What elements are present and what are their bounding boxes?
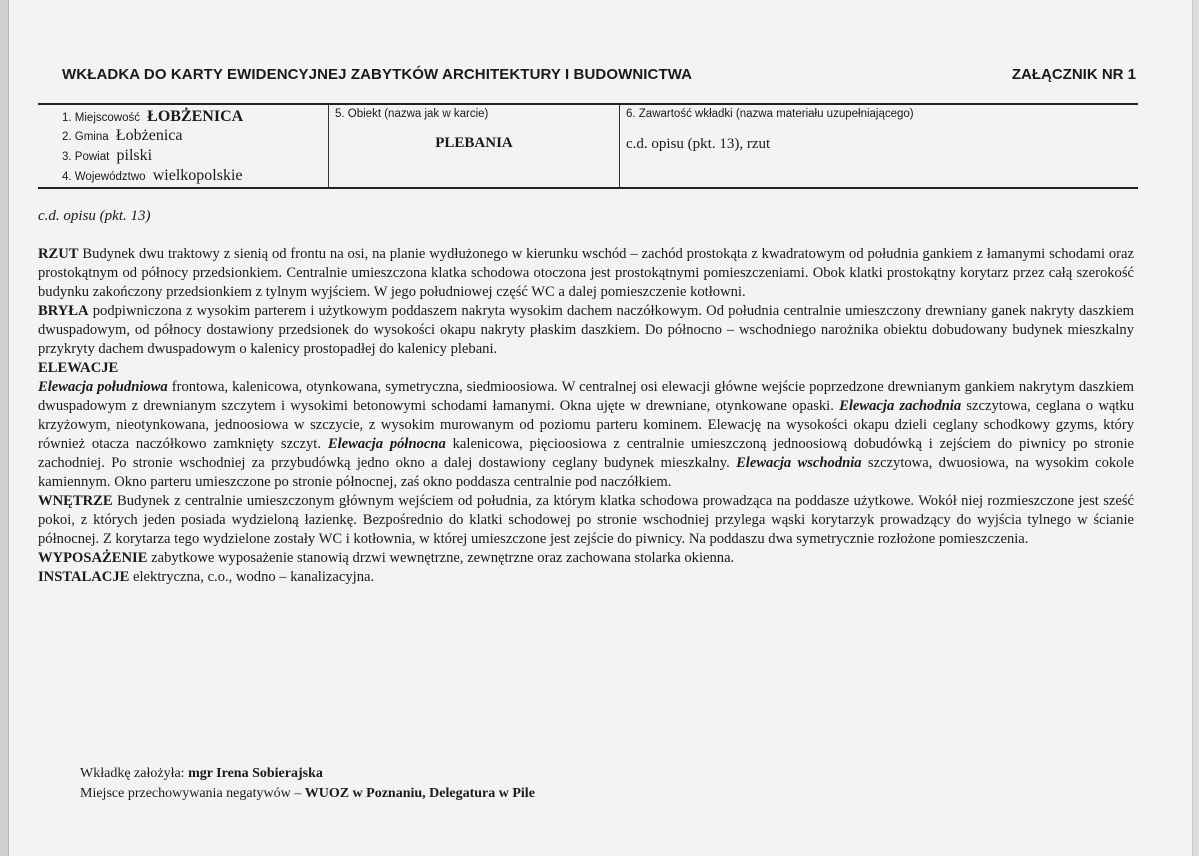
province-label: 4. Województwo bbox=[62, 171, 146, 183]
contents-label: 6. Zawartość wkładki (nazwa materiału uzupełniającego) bbox=[626, 108, 914, 120]
rzut-paragraph bbox=[38, 245, 1134, 302]
commune-row bbox=[62, 127, 183, 145]
commune-label: 2. Gmina bbox=[62, 131, 109, 143]
instalacje-keyword: INSTALACJE bbox=[38, 569, 130, 585]
instalacje-paragraph bbox=[38, 568, 1134, 587]
elewacja-wschodnia-keyword: Elewacja wschodnia bbox=[736, 455, 862, 471]
wnetrze-text: Budynek z centralnie umieszczonym głównym wejściem od południa, za którym klatka schodowa prowadząca na poddasze użytkowe. Wokół niej rozmieszczone jest sześć pokoi, z których jeden posiada wydzieloną łazienkę. Bezpośrednio do klatki schodowej po stronie wschodniej przylega wąski korytarzyk prowadzący do wyjścia tylnego w ścianie północnej. Z korytarza tego wydzielone zostały WC i kotłownia, w której umieszczone jest zejście do piwnicy. Na poddaszu dwa symetrycznie rozłożone pomieszczenia. bbox=[38, 493, 1134, 547]
elewacja-poludniowa-text: frontowa, kalenicowa, otynkowana, symetryczna, siedmioosiowa. W centralnej osi elewacji główne wejście poprzedzone drewnianym gankiem nakrytym daszkiem dwuspadowym z drewnianym szczytem i wysokimi betonowymi schodami łamanymi. Okna ujęte w drewniane, otynkowane opaski. bbox=[38, 379, 1134, 414]
scan-right-edge bbox=[1192, 0, 1199, 856]
footer bbox=[80, 764, 535, 804]
town-value: ŁOBŻENICA bbox=[147, 108, 244, 125]
author-line bbox=[80, 764, 535, 784]
province-row bbox=[62, 167, 243, 185]
elewacja-polnocna-keyword: Elewacja północna bbox=[327, 436, 446, 452]
contents-value: c.d. opisu (pkt. 13), rzut bbox=[626, 136, 771, 152]
county-label: 3. Powiat bbox=[62, 151, 110, 163]
object-label: 5. Obiekt (nazwa jak w karcie) bbox=[335, 108, 489, 120]
elewacja-zachodnia-text: szczytowa, ceglana o wątku krzyżowym, nieotynkowana, jednoosiowa w szczycie, z wysokim murowanym od poziomu parteru kominem. Elewację na wysokości okapu dzieli ceglany schodkowy gzyms, który również otacza naczółkowo zamknięty szczyt. bbox=[38, 398, 1135, 452]
author-label: Wkładkę założyła: bbox=[80, 766, 189, 781]
description-body bbox=[38, 245, 1134, 587]
wyposazenie-paragraph bbox=[38, 549, 1134, 568]
county-value: pilski bbox=[116, 147, 153, 164]
location-cell bbox=[38, 105, 329, 187]
elewacje-heading bbox=[38, 359, 1134, 378]
town-row bbox=[62, 108, 243, 126]
scan-left-edge bbox=[0, 0, 9, 856]
object-cell bbox=[329, 105, 620, 187]
province-value: wielkopolskie bbox=[152, 167, 243, 184]
elewacja-polnocna-text: kalenicowa, pięcioosiowa z centralnie umieszczoną jednoosiową dobudówką i zejściem do piwnicy po stronie zachodniej. Po stronie wschodniej za przybudówką jedno okno a dalej dostawiony ceglany budynek mieszkalny. bbox=[38, 436, 1134, 471]
negatives-line bbox=[80, 784, 535, 804]
elewacje-keyword: ELEWACJE bbox=[38, 360, 119, 376]
section-subheading: c.d. opisu (pkt. 13) bbox=[38, 208, 151, 224]
commune-value: Łobżenica bbox=[115, 127, 183, 144]
wnetrze-keyword: WNĘTRZE bbox=[38, 493, 113, 509]
bryla-paragraph bbox=[38, 302, 1134, 359]
negatives-value: WUOZ w Poznaniu, Delegatura w Pile bbox=[304, 786, 535, 801]
town-label: 1. Miejscowość bbox=[62, 112, 140, 124]
rzut-text: Budynek dwu traktowy z sienią od frontu na osi, na planie wydłużonego w kierunku wschód – zachód prostokąta z kwadratowym od południa gankiem z łamanymi schodami oraz prostokątnym od północy przedsionkiem. Centralnie umieszczona klatka schodowa otoczona jest prostokątnymi pomieszczeniami. Obok klatki prostokątny korytarz przez całą szerokość budynku zakończony przedsionkiem z tylnym wyjściem. W jego południowej część WC a dalej pomieszczenie kotłowni. bbox=[38, 246, 1134, 300]
elewacja-zachodnia-keyword: Elewacja zachodnia bbox=[839, 398, 962, 414]
author-value: mgr Irena Sobierajska bbox=[188, 766, 323, 781]
rzut-keyword: RZUT bbox=[38, 246, 79, 262]
object-value: PLEBANIA bbox=[435, 135, 513, 151]
elewacje-paragraph bbox=[38, 378, 1134, 492]
wyposazenie-text: zabytkowe wyposażenie stanowią drzwi wewnętrzne, zewnętrzne oraz zachowana stolarka okienna. bbox=[147, 550, 735, 566]
elewacja-wschodnia-text: szczytowa, dwuosiowa, na wysokim cokole kamiennym. Okno parteru umieszczone po stronie północnej, zaś okno poddasza centralnie pod naczółkiem. bbox=[38, 455, 1135, 490]
instalacje-text: elektryczna, c.o., wodno – kanalizacyjna. bbox=[129, 569, 375, 585]
info-table bbox=[38, 103, 1138, 189]
contents-cell bbox=[620, 105, 1138, 187]
document-title: WKŁADKA DO KARTY EWIDENCYJNEJ ZABYTKÓW ARCHITEKTURY I BUDOWNICTWA bbox=[62, 66, 693, 83]
bryla-text: podpiwniczona z wysokim parterem i użytkowym poddaszem nakryta wysokim dachem naczółkowym. Od południa centralnie umieszczony drewniany ganek nakryty daszkiem dwuspadowym, od północy dostawiony przedsionek do wysokości okapu nakryty płaskim daszkiem. Do północno – wschodniego narożnika obiektu dobudowany budynek mieszkalny przykryty dachem dwuspadowym o kalenicy prostopadłej do kalenicy plebani. bbox=[38, 303, 1134, 357]
county-row bbox=[62, 147, 152, 165]
wyposazenie-keyword: WYPOSAŻENIE bbox=[38, 550, 148, 566]
negatives-label: Miejsce przechowywania negatywów – bbox=[80, 786, 305, 801]
bryla-keyword: BRYŁA bbox=[38, 303, 89, 319]
annex-label: ZAŁĄCZNIK NR 1 bbox=[1011, 66, 1136, 83]
wnetrze-paragraph bbox=[38, 492, 1134, 549]
elewacja-poludniowa-keyword: Elewacja południowa bbox=[38, 379, 168, 395]
